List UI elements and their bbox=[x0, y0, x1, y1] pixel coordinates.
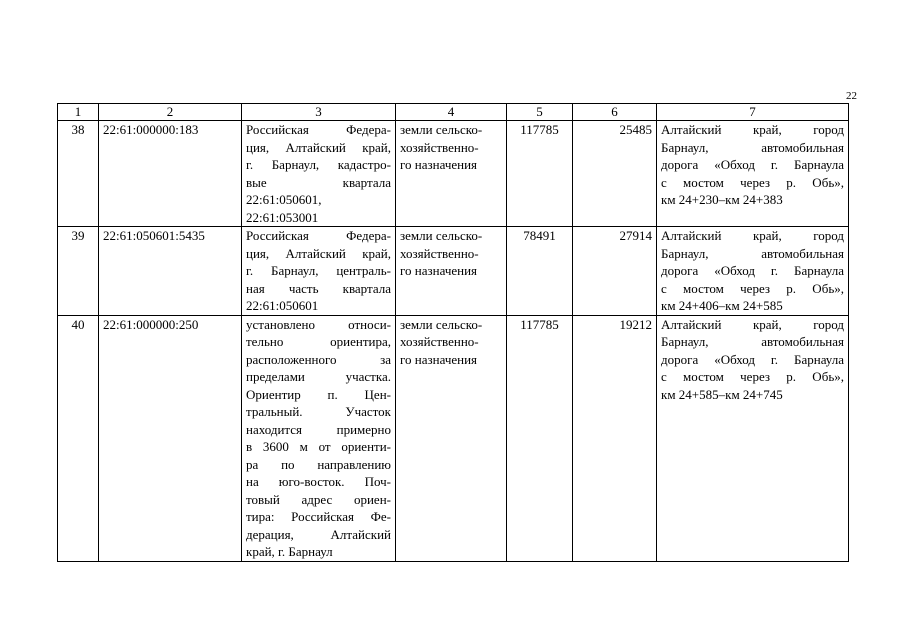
object-location-line: с мостом через р. Обь», bbox=[661, 174, 844, 190]
land-category-line: го назначения bbox=[400, 157, 478, 172]
land-category-line: хозяйственно- bbox=[400, 334, 479, 349]
object-location-line: км 24+406–км 24+585 bbox=[661, 298, 783, 313]
object-location-line: км 24+585–км 24+745 bbox=[661, 386, 783, 402]
land-category-line: земли сельско- bbox=[400, 316, 483, 332]
address-description-line: ция, Алтайский край, bbox=[246, 245, 391, 261]
header-col-6: 6 bbox=[573, 104, 657, 121]
header-row bbox=[58, 104, 849, 121]
address-description-line: в 3600 м от ориенти- bbox=[246, 439, 391, 454]
address-description-line: ция, Алтайский край, bbox=[246, 139, 391, 155]
area-column-6: 27914 bbox=[573, 227, 657, 316]
row-number: 39 bbox=[58, 227, 99, 316]
header-col-2: 2 bbox=[99, 104, 242, 121]
address-description-line: на юго-восток. Поч- bbox=[246, 474, 391, 489]
address-description-line: находится примерно bbox=[246, 421, 391, 437]
address-description-line: г. Барнаул, кадастро- bbox=[246, 157, 391, 172]
object-location bbox=[657, 227, 849, 316]
address-description-line: товый адрес ориен- bbox=[246, 491, 391, 507]
address-description-line: Российская Федера- bbox=[246, 122, 391, 137]
area-column-5: 117785 bbox=[507, 315, 573, 561]
area-column-5: 78491 bbox=[507, 227, 573, 316]
address-description-line: пределами участка. bbox=[246, 369, 391, 384]
row-number: 38 bbox=[58, 121, 99, 227]
cadastral-number: 22:61:000000:183 bbox=[99, 121, 242, 227]
address-description-line: 22:61:050601 bbox=[246, 298, 319, 313]
address-description-line: край, г. Барнаул bbox=[246, 544, 333, 559]
land-category bbox=[396, 315, 507, 561]
object-location bbox=[657, 121, 849, 227]
address-description-line: 22:61:050601, bbox=[246, 192, 322, 207]
address-description-line: дерация, Алтайский bbox=[246, 526, 391, 542]
address-description-line: тира: Российская Фе- bbox=[246, 509, 391, 524]
land-category-line: хозяйственно- bbox=[400, 245, 479, 261]
cadastral-number: 22:61:050601:5435 bbox=[99, 227, 242, 316]
land-category-line: хозяйственно- bbox=[400, 139, 479, 155]
address-description bbox=[242, 121, 396, 227]
address-description-line: тральный. Участок bbox=[246, 404, 391, 419]
table-row bbox=[58, 315, 849, 561]
object-location-line: км 24+230–км 24+383 bbox=[661, 192, 783, 207]
cadastral-number: 22:61:000000:250 bbox=[99, 315, 242, 561]
address-description-line: 22:61:053001 bbox=[246, 209, 319, 225]
object-location-line: дорога «Обход г. Барнаула bbox=[661, 157, 844, 172]
area-column-5: 117785 bbox=[507, 121, 573, 227]
row-number: 40 bbox=[58, 315, 99, 561]
land-category-line: го назначения bbox=[400, 351, 478, 367]
area-column-6: 25485 bbox=[573, 121, 657, 227]
address-description-line: ная часть квартала bbox=[246, 280, 391, 296]
page-number: 22 bbox=[846, 90, 857, 102]
land-category-line: земли сельско- bbox=[400, 122, 483, 137]
header-col-5: 5 bbox=[507, 104, 573, 121]
address-description-line: г. Барнаул, централь- bbox=[246, 263, 391, 278]
address-description-line: Ориентир п. Цен- bbox=[246, 386, 391, 402]
object-location-line: Алтайский край, город bbox=[661, 122, 844, 137]
object-location-line: Барнаул, автомобильная bbox=[661, 245, 844, 261]
land-plots-table bbox=[57, 103, 849, 562]
object-location bbox=[657, 315, 849, 561]
land-category bbox=[396, 227, 507, 316]
object-location-line: дорога «Обход г. Барнаула bbox=[661, 351, 844, 367]
address-description-line: расположенного за bbox=[246, 351, 391, 367]
land-category bbox=[396, 121, 507, 227]
address-description-line: Российская Федера- bbox=[246, 228, 391, 243]
table-row bbox=[58, 227, 849, 316]
header-col-1: 1 bbox=[58, 104, 99, 121]
object-location-line: Барнаул, автомобильная bbox=[661, 334, 844, 349]
area-column-6: 19212 bbox=[573, 315, 657, 561]
object-location-line: с мостом через р. Обь», bbox=[661, 369, 844, 384]
table-body bbox=[58, 121, 849, 562]
address-description-line: ра по направлению bbox=[246, 456, 391, 472]
header-col-7: 7 bbox=[657, 104, 849, 121]
object-location-line: Алтайский край, город bbox=[661, 316, 844, 332]
header-col-3: 3 bbox=[242, 104, 396, 121]
land-category-line: земли сельско- bbox=[400, 228, 483, 243]
address-description-line: установлено относи- bbox=[246, 316, 391, 332]
address-description-line: тельно ориентира, bbox=[246, 334, 391, 349]
header-col-4: 4 bbox=[396, 104, 507, 121]
object-location-line: с мостом через р. Обь», bbox=[661, 280, 844, 296]
object-location-line: дорога «Обход г. Барнаула bbox=[661, 263, 844, 278]
address-description bbox=[242, 315, 396, 561]
address-description bbox=[242, 227, 396, 316]
table-row bbox=[58, 121, 849, 227]
object-location-line: Барнаул, автомобильная bbox=[661, 139, 844, 155]
land-category-line: го назначения bbox=[400, 263, 478, 278]
object-location-line: Алтайский край, город bbox=[661, 228, 844, 243]
address-description-line: вые квартала bbox=[246, 174, 391, 190]
